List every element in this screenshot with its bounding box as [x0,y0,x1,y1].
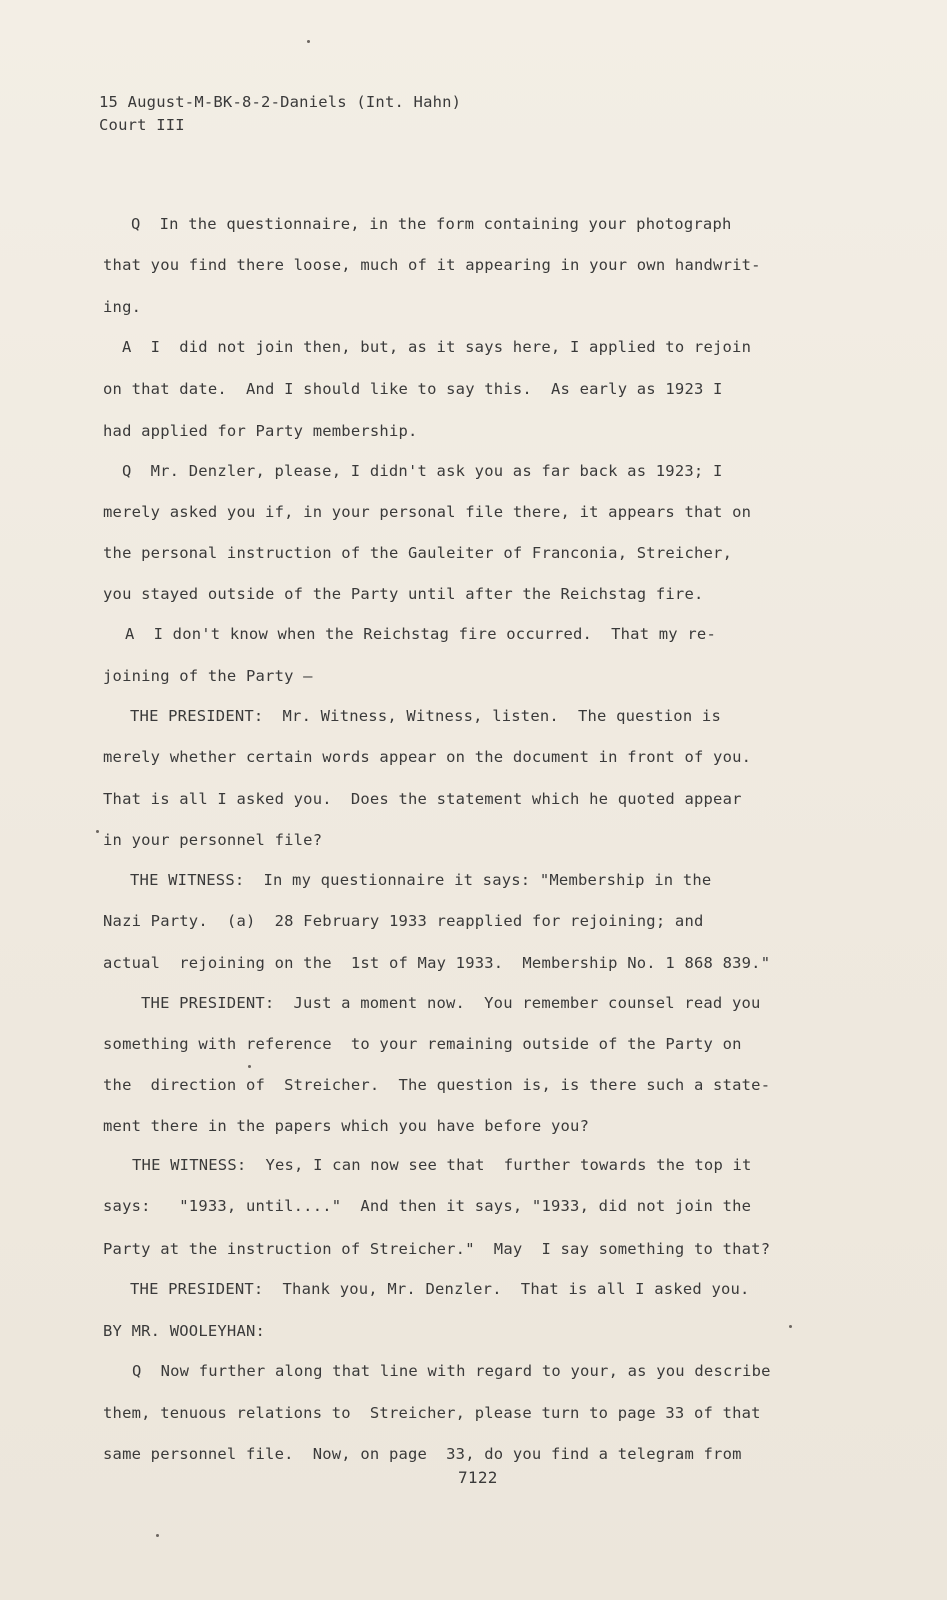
transcript-line: that you find there loose, much of it appearing in your own handwrit- [103,256,761,274]
paper-speck [156,1534,159,1537]
transcript-line: THE WITNESS: Yes, I can now see that further towards the top it [132,1156,752,1174]
transcript-line: the direction of Streicher. The question is, is there such a state- [103,1076,771,1094]
transcript-line: Q In the questionnaire, in the form containing your photograph [131,215,732,233]
transcript-line: THE PRESIDENT: Just a moment now. You remember counsel read you [141,994,761,1012]
transcript-line: in your personnel file? [103,831,323,849]
transcript-line: the personal instruction of the Gauleiter of Franconia, Streicher, [103,544,733,562]
transcript-line: Q Mr. Denzler, please, I didn't ask you as far back as 1923; I [122,462,723,480]
paper-speck [307,40,310,43]
paper-speck [248,1065,251,1068]
transcript-line: had applied for Party membership. [103,422,418,440]
transcript-line: you stayed outside of the Party until after the Reichstag fire. [103,585,704,603]
transcript-line: THE PRESIDENT: Thank you, Mr. Denzler. That is all I asked you. [130,1280,750,1298]
transcript-line: That is all I asked you. Does the statement which he quoted appear [103,790,742,808]
transcript-line: ment there in the papers which you have before you? [103,1117,590,1135]
transcript-line: actual rejoining on the 1st of May 1933. Membership No. 1 868 839." [103,954,771,972]
transcript-line: BY MR. WOOLEYHAN: [103,1322,266,1340]
transcript-line: A I don't know when the Reichstag fire occurred. That my re- [125,625,716,643]
transcript-line: A I did not join then, but, as it says here, I applied to rejoin [122,338,752,356]
transcript-line: Nazi Party. (a) 28 February 1933 reapplied for rejoining; and [103,912,704,930]
transcript-line: THE PRESIDENT: Mr. Witness, Witness, listen. The question is [130,707,721,725]
transcript-line: says: "1933, until...." And then it says, "1933, did not join the [103,1197,752,1215]
transcript-line: Q Now further along that line with regard to your, as you describe [132,1362,771,1380]
transcript-line: THE WITNESS: In my questionnaire it says: "Membership in the [130,871,712,889]
transcript-line: Party at the instruction of Streicher." May I say something to that? [103,1240,771,1258]
page-number: 7122 [458,1468,498,1487]
transcript-line: them, tenuous relations to Streicher, please turn to page 33 of that [103,1404,761,1422]
header-line-1: 15 August-M-BK-8-2-Daniels (Int. Hahn) [99,93,462,111]
transcript-line: merely whether certain words appear on the document in front of you. [103,748,752,766]
transcript-line: something with reference to your remaining outside of the Party on [103,1035,742,1053]
transcript-line: same personnel file. Now, on page 33, do you find a telegram from [103,1445,742,1463]
paper-speck [96,830,99,833]
transcript-line: ing. [103,298,142,316]
transcript-line: merely asked you if, in your personal file there, it appears that on [103,503,752,521]
header-line-2: Court III [99,116,185,134]
paper-speck [789,1325,792,1328]
transcript-line: joining of the Party — [103,667,313,685]
transcript-line: on that date. And I should like to say this. As early as 1923 I [103,380,723,398]
